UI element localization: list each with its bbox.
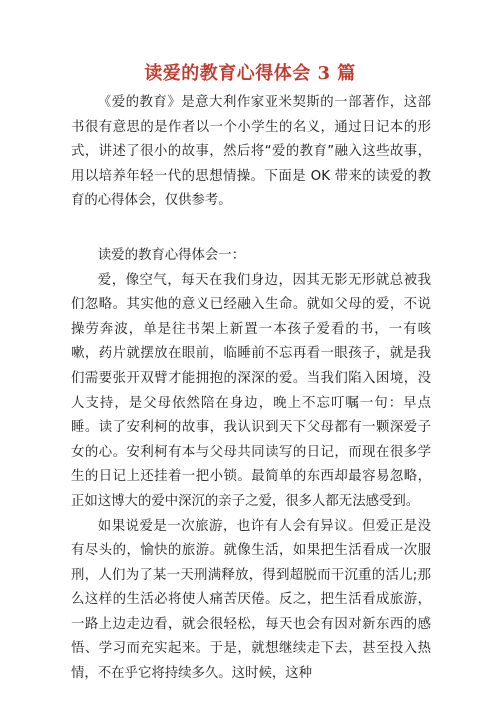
document-title: 读爱的教育心得体会 3 篇	[144, 63, 356, 84]
body-paragraph-2: 如果说爱是一次旅游，也许有人会有异议。但爱正是没有尽头的，愉快的旅游。就像生活，如果把生活看成一次服刑，人们为了某一天刑满释放，得到超脱而干沉重的活儿;那么这样的生活必将使人痛苦厌倦。反之，把生活看成旅游，一路上边走边看，就会很轻松，每天也会有因对新东西的感悟、学习而充实起来。于是，就想继续走下去，甚至投入热情，不在乎它将持续多久。这时候，这种	[71, 518, 431, 682]
section-heading: 读爱的教育心得体会一：	[97, 247, 246, 263]
body-paragraph-1: 爱，像空气，每天在我们身边，因其无影无形就总被我们忽略。其实他的意义已经融入生命。就如父母的爱，不说操劳奔波，单是往书架上新置一本孩子爱看的书，一有咳嗽，药片就摆放在眼前，临睡前不忘再看一眼孩子，就是我们需要张开双臂才能拥抱的深深的爱。当我们陷入困境，没人支持，是父母依然陪在身边，晚上不忘叮嘱一句：早点睡。读了安利柯的故事，我认识到天下父母都有一颗深爱子女的心。安利柯有本与父母共同读写的日记，而现在很多学生的日记上还挂着一把小锁。最简单的东西却最容易忽略，正如这博大的爱中深沉的亲子之爱，很多人都无法感受到。	[71, 272, 431, 509]
document-body	[71, 91, 431, 687]
intro-paragraph: 《爱的教育》是意大利作家亚米契斯的一部著作，这部书很有意思的是作者以一个小学生的名义，通过日记本的形式，讲述了很小的故事，然后将“爱的教育”融入这些故事，用以培养年轻一代的思想情操。下面是 OK 带来的读爱的教育的心得体会，仅供参考。	[71, 95, 431, 209]
